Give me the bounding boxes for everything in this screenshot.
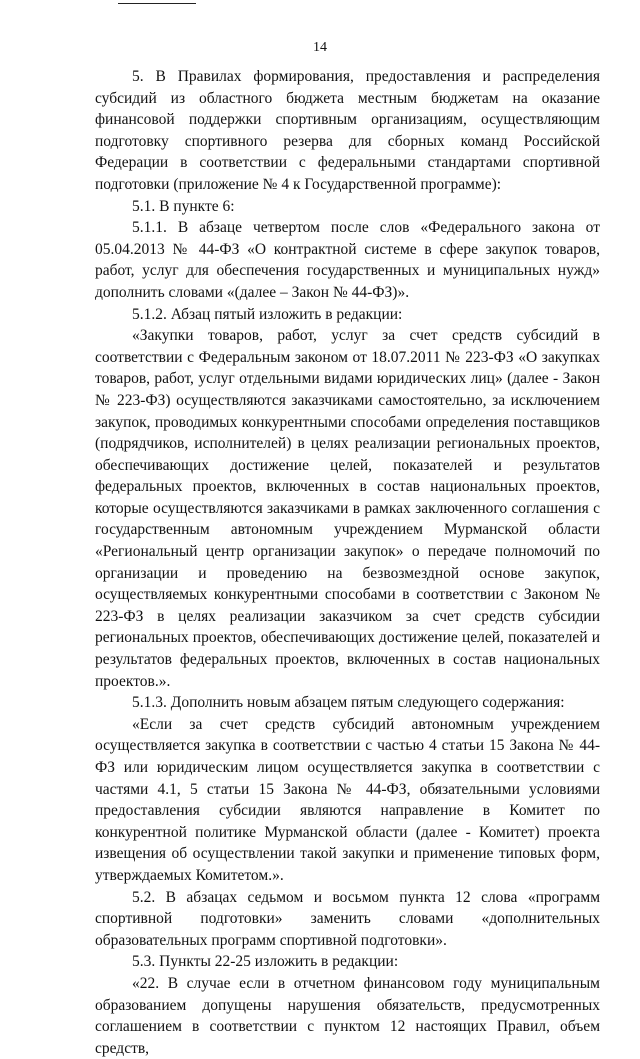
paragraph: 5.1.3. Дополнить новым абзацем пятым следующего содержания: xyxy=(132,694,565,712)
paragraph: 5.3. Пункты 22-25 изложить в редакции: xyxy=(132,953,399,971)
page-number: 14 xyxy=(313,40,327,55)
paragraph: 5.1.2. Абзац пятый изложить в редакции: xyxy=(132,305,403,323)
paragraph: «Если за счет средств субсидий автономным учреждением осуществляется закупка в соответствии с частью 4 статьи 15 Закона № 44-ФЗ или юридическим лицом осуществляется закупка в соответствии с частями 4.1, 5 статьи 15 Закона № 44-ФЗ, обязательными условиями предоставления субсидии являются направление в Комитет по конкурентной политике Мурманской области (далее - Комитет) проекта извещения об осуществлении такой закупки и применение типовых форм, утверждаемых Комитетом.». xyxy=(95,715,600,884)
paragraph: 5.1. В пункте 6: xyxy=(132,197,235,215)
header-rule xyxy=(118,3,196,4)
paragraph: 5. В Правилах формирования, предоставления и распределения субсидий из областного бюджета местным бюджетам на оказание финансовой поддержки спортивным организациям, осуществляющим подготовку спортивного резерва для сборных команд Российской Федерации в соответствии с федеральными стандартами спортивной подготовки (приложение № 4 к Государственной программе): xyxy=(95,68,600,193)
document-body xyxy=(95,66,600,1059)
paragraph: «Закупки товаров, работ, услуг за счет средств субсидий в соответствии с Федеральным законом от 18.07.2011 № 223-ФЗ «О закупках товаров, работ, услуг отдельными видами юридических лиц» (далее - Закон № 223-ФЗ) осуществляются заказчиками самостоятельно, за исключением закупок, проводимых конкурентными способами определения поставщиков (подрядчиков, исполнителей) в целях реализации региональных проектов, обеспечивающих достижение целей, показателей и результатов федеральных проектов, включенных в состав национальных проектов, которые осуществляются заказчиками в рамках заключенного соглашения с государственным автономным учреждением Мурманской области «Региональный центр организации закупок» о передаче полномочий по организации и проведению на безвозмездной основе закупок, осуществляемых конкурентными способами в соответствии с Законом № 223-ФЗ в целях реализации заказчиком за счет средств субсидии региональных проектов, обеспечивающих достижение целей, показателей и результатов федеральных проектов, включенных в состав национальных проектов.». xyxy=(95,327,600,690)
paragraph: 5.2. В абзацах седьмом и восьмом пункта 12 слова «программ спортивной подготовки» заменить словами «дополнительных образовательных программ спортивной подготовки». xyxy=(95,888,600,949)
paragraph: «22. В случае если в отчетном финансовом году муниципальным образованием допущены нарушения обязательств, предусмотренных соглашением в соответствии с пунктом 12 настоящих Правил, объем средств, xyxy=(95,974,600,1057)
paragraph: 5.1.1. В абзаце четвертом после слов «Федерального закона от 05.04.2013 № 44-ФЗ «О контрактной системе в сфере закупок товаров, работ, услуг для обеспечения государственных и муниципальных нужд» дополнить словами «(далее – Закон № 44-ФЗ)». xyxy=(95,219,600,301)
